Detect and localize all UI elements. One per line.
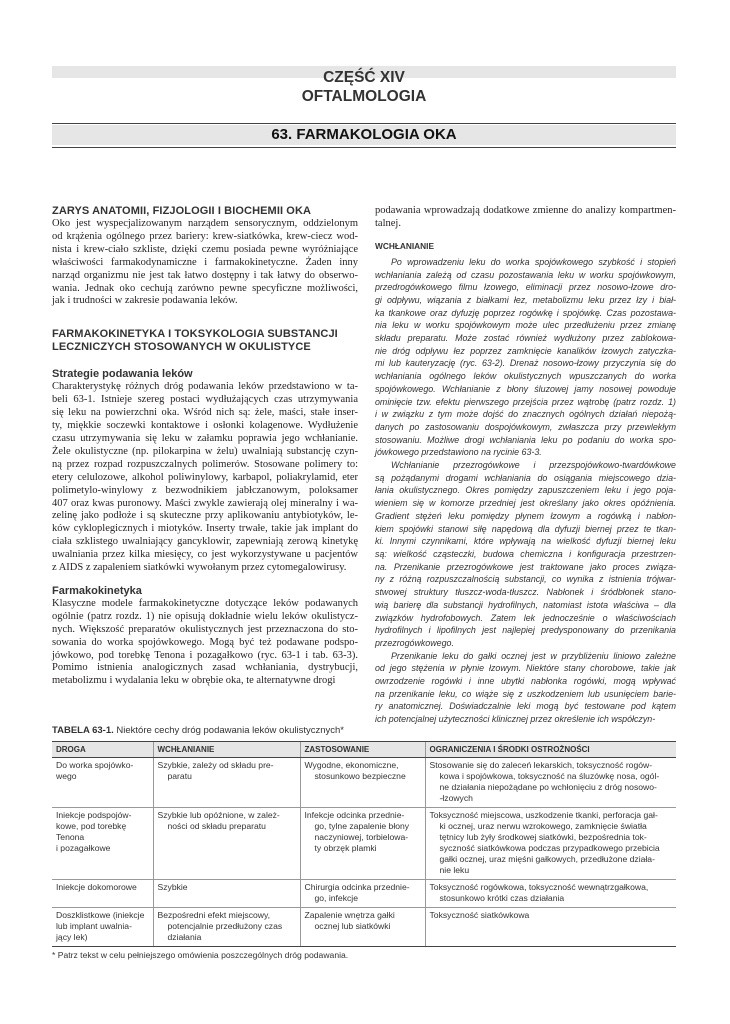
text-line: ominięcie tzw. efektu pierwszego przejścia przez wątrobę (patrz rozdz. 1) [375, 396, 676, 407]
cell-line: Bezpośredni efekt miejscowy, [157, 910, 271, 920]
table-cell [425, 908, 676, 947]
text-line: przezrogówkowego. [375, 637, 454, 648]
table-cell [300, 808, 425, 880]
text-line: Klasyczne modele farmakokinetyczne dotyczące leków podawanych [52, 597, 358, 609]
text-line: wania. Jednak oko cechują zarówno pewne specyficzne możliwości, [52, 282, 358, 294]
text-line: łania okulistycznego. Okres pomiędzy zapuszczeniem leku i jego poja- [375, 485, 676, 496]
absorption-paragraph-1 [375, 256, 676, 459]
table-cell [153, 908, 300, 947]
table-cell [52, 880, 153, 908]
text-line: od jego stężenia w płynie łzowym. Niektóre stany chorobowe, takie jak [375, 663, 676, 674]
table-header-cell: OGRANICZENIA I ŚRODKI OSTROŻNOŚCI [425, 742, 676, 758]
cell-line: syczność siatkówkowa podczas przypadkowego przebicia [439, 843, 660, 853]
text-line: zelinę jako podłoże i są skuteczne przy aplikowaniu antybiotyków, le- [52, 510, 358, 522]
table-header-cell: WCHŁANIANIE [153, 742, 300, 758]
cell-line: naczyniowej, torbielowa- [314, 832, 409, 842]
cell-line: Toksyczność miejscowa, uszkodzenie tkanki, perforacja gał- [429, 810, 658, 820]
text-line: jówkowego przedstawiono na rycinie 63-3. [375, 447, 542, 458]
administration-strategies-text [52, 381, 358, 575]
cell-line: Szybkie, zależy od składu pre- [157, 760, 274, 770]
cell-line: Zapalenie wnętrza gałki [304, 910, 395, 920]
text-line: się leku na powierzchni oka. Wśród nich są: żele, maści, stałe inser- [52, 407, 358, 419]
text-line: podawania wprowadzają dodatkowe zmienne do analizy kompartmen- [375, 205, 676, 216]
table-cell [425, 880, 676, 908]
table-header-cell: DROGA [52, 742, 153, 758]
text-line: ogólnie (patrz rozdz. 1) nie opisują dokładnie wielu leków okulistycz- [52, 610, 358, 622]
cell-line: nie leku [439, 865, 470, 875]
cell-line: jący lek) [56, 932, 88, 942]
text-line: związków hydrofobowych. Zatem lek jednocześnie o właściwościach [375, 612, 676, 623]
cell-line: tętnicy lub żyły środkowej siatkówki, bezpośrednia tok- [439, 832, 647, 842]
table-cell [153, 880, 300, 908]
table-cell [425, 808, 676, 880]
cell-line: i pozagałkowe [56, 843, 111, 853]
text-line: stosowaniu. Możliwe drogi wchłaniania leku po podaniu do worka spo- [375, 434, 676, 445]
table-cell [52, 758, 153, 808]
table-title: Niektóre cechy dróg podawania leków okulistycznych* [113, 725, 344, 736]
cell-line: ki ocznej, uraz nerwu wzrokowego, zamknięcie światła [439, 821, 647, 831]
cell-line: Chirurgia odcinka przednie- [304, 882, 410, 892]
cell-line: działania [167, 932, 202, 942]
cell-line: potencjalnie przedłużony czas [167, 921, 283, 931]
section-heading-anatomy: ZARYS ANATOMII, FIZJOLOGII I BIOCHEMII OKA [52, 205, 312, 217]
text-line: nista i krew-ciało szkliste, dzięki czemu posiada pewne wyróżniające [52, 243, 358, 255]
text-line: Przenikanie leku do gałki ocznej jest w przybliżeniu liniowo zależne [391, 650, 676, 661]
table-cell [300, 758, 425, 808]
cell-line: Do worka spojówko- [56, 760, 134, 770]
cell-line: ocznej lub siatkówki [314, 921, 391, 931]
subheading-absorption: WCHŁANIANIE [375, 240, 434, 251]
table-caption [52, 725, 344, 737]
cell-line: Iniekcje podspojów- [56, 810, 132, 820]
cell-line: Infekcje odcinka przednie- [304, 810, 405, 820]
cell-line: paratu [167, 771, 192, 781]
text-line: ty, miękkie soczewki kontaktowe i osłonki kolagenowe. Wydłużenie [52, 420, 358, 432]
section-heading-pharmacokinetics: FARMAKOKINETYKA I TOKSYKOLOGIA SUBSTANCJI LECZNICZYCH STOSOWANYCH W OKULISTYCE [52, 328, 338, 354]
cell-line: stosunkowo bezpieczne [314, 771, 406, 781]
text-line: danych po zastosowaniu dospojówkowym, zwłaszcza przy przewlekłym [375, 421, 676, 432]
text-line: Gradient stężeń leku pomiędzy płynem łzowym a rogówką i nabłon- [375, 510, 676, 521]
cell-line: go, infekcje [314, 893, 358, 903]
cell-line: Stosowanie się do zaleceń lekarskich, toksyczność rogów- [429, 760, 653, 770]
text-line: nie dróg odpływu łez poprzez zamknięcie kanalików łzowych zatyczka- [375, 345, 676, 356]
text-line: na przenikanie leku, co wiąże się z uszkodzeniem lub usunięciem barie- [375, 688, 676, 699]
continued-text [375, 205, 676, 231]
text-line: ry anatomicznej. Doświadczalnie leki mogą być testowane pod kątem [375, 701, 676, 712]
text-line: są pożądanymi drogami wchłaniania do osiągania miejscowego dzia- [375, 472, 676, 483]
table-row [52, 758, 676, 808]
text-line: metabolizmu i wydalania leku w obrębie oka, te alternatywne drogi [52, 675, 336, 687]
text-line: na. Przenikanie przezrogówkowe jest traktowane jako proces związa- [375, 561, 676, 572]
table-cell [300, 908, 425, 947]
part-title [52, 68, 676, 106]
cell-line: go, tylne zapalenie błony [314, 821, 410, 831]
table-cell [52, 808, 153, 880]
table-cell [153, 758, 300, 808]
cell-line: gałki ocznej, uraz mięśni gałkowych, przedłużone działa- [439, 854, 655, 864]
table-cell [300, 880, 425, 908]
cell-line: Iniekcje dokomorowe [56, 882, 137, 892]
cell-line: stosunkowo krótki czas działania [439, 893, 565, 903]
part-name: OFTALMOLOGIA [301, 88, 427, 105]
text-line: uwalniania przez kilka miesięcy, co jest wykorzystywane u pacjentów [52, 549, 358, 561]
text-line: owrzodzenie rogówki i inne ubytki nabłonka rogówki, mogą wpływać [375, 676, 676, 687]
cell-line: Toksyczność siatkówkowa [429, 910, 530, 920]
chapter-bottom-rule [52, 147, 676, 148]
subheading-administration-strategies: Strategie podawania leków [52, 368, 193, 381]
text-line: Po wprowadzeniu leku do worka spojówkowego szybkość i stopień [391, 256, 676, 267]
text-line: wieniem się w komorze przedniej jest określany jako okres opóźnienia. [375, 498, 676, 509]
cell-line: Doszklistkowe (iniekcje [56, 910, 145, 920]
text-line: narząd organizmu nie jest tak łatwo dostępny i tak łatwy do obserwo- [52, 269, 358, 281]
text-line: wią barierę dla substancji hydrofilnych, natomiast istota właściwa – dla [375, 599, 676, 610]
text-line: ki. Innymi czynnikami, które wpływają na wielkość dyfuzji biernej leku [375, 536, 676, 547]
cell-line: ty obrzęk plamki [314, 843, 377, 853]
text-line: są: wielkość cząsteczki, budowa chemiczna i konfiguracja przestrzen- [375, 548, 676, 559]
text-line: ciała szklistego uwalniający gancyklowir, zapewniają zerową kinetykę [52, 536, 358, 548]
text-line: stwowej struktury tłuszcz-woda-tłuszcz. Nabłonek i śródbłonek stano- [375, 587, 676, 598]
text-line: ich potencjalnej użyteczności klinicznej przez określenie ich współczyn- [375, 714, 656, 725]
cell-line: wego [56, 771, 77, 781]
table-row [52, 808, 676, 880]
text-line: składu preparatu. Może zostać również wydłużony przez zablokowa- [375, 333, 676, 344]
text-line: 407 oraz kwas puronowy. Maści zwykle zawierają olej mineralny i wa- [52, 497, 358, 509]
cell-line: ne działania niepożądane po wchłonięciu z dróg nosowo- [439, 782, 657, 792]
cell-line: Tenona [56, 832, 85, 842]
absorption-paragraph-3 [375, 650, 676, 726]
table-row [52, 880, 676, 908]
cell-line: Wygodne, ekonomiczne, [304, 760, 399, 770]
text-line: Wchłanianie przezrogówkowe i przezspojówkowo-twardówkowe [391, 460, 676, 471]
text-line: ków cykloplegicznych i miotyków. Inserty trwałe, takie jak implant do [52, 523, 358, 535]
subheading-pharmacokinetics: Farmakokinetyka [52, 584, 142, 597]
text-line: nia leku w worku spojówkowym może ulec przedłużeniu przez zmianę [375, 320, 676, 331]
text-line: Żele okulistyczne (np. pilokarpina w żelu) uwalniają substancję czyn- [52, 445, 358, 457]
text-line: gi odpływu, wiązania z białkami łez, metabolizmu leku przez łzy i biał- [375, 294, 676, 305]
cell-line: ności od składu preparatu [167, 821, 266, 831]
text-line: spojówkowego. Wchłanianie z błony śluzowej jamy nosowej powoduje [375, 383, 676, 394]
text-line: sowania do worka spojówkowego. Mogą być też podawane podspo- [52, 636, 358, 648]
cell-line: lub implant uwalnia- [56, 921, 132, 931]
absorption-paragraph-2 [375, 459, 676, 650]
table-header-cell: ZASTOSOWANIE [300, 742, 425, 758]
right-column [375, 205, 676, 726]
text-line: od krążenia ogólnego przez bariery: krew-siatkówka, krew-ciecz wod- [52, 230, 358, 242]
text-line: talnej. [375, 217, 401, 229]
table-cell [153, 808, 300, 880]
cell-line: -łzowych [439, 793, 473, 803]
table-header-row [52, 742, 676, 758]
text-line: kiem spojówki stanowi siłę napędową dla dyfuzji biernej przez te tkan- [375, 523, 676, 534]
cell-line: kowa i spojówkowa, toksyczność na śluzówkę nosa, ogól- [439, 771, 660, 781]
routes-table [52, 741, 676, 947]
left-column [52, 205, 358, 688]
text-line: jówkowo, pod torebkę Tenona i pozagałkowo (ryc. 63-1 i tab. 63-3). [52, 649, 358, 661]
text-line: hydrofilnych i lipofilnych jest najlepiej predysponowany do przenikania [375, 625, 676, 636]
footnote: * Patrz tekst w celu pełniejszego omówienia poszczególnych dróg podawania. [52, 950, 349, 960]
text-line: z AIDS z zapaleniem siatkówki wywołanym przez cytomegalowirusy. [52, 562, 347, 574]
text-line: ny z różną rozpuszczalnością substancji, co wynika z istnienia trójwar- [375, 574, 676, 585]
cell-line: Szybkie [157, 882, 188, 892]
chapter-top-rule [52, 123, 676, 124]
text-line: ka tkankowe oraz dyfuzję poprzez rogówkę i spojówkę. Czas pozostawa- [375, 307, 676, 318]
table-label: TABELA 63-1. [52, 725, 114, 736]
text-line: Charakterystykę różnych dróg podawania leków przedstawiono w ta- [52, 381, 358, 393]
text-line: czasu utrzymywania się leku w załamku poprawia jego wchłanianie. [52, 432, 358, 444]
text-line: beli 63-1. Istnieje szereg postaci wydłużających czas utrzymywania [52, 394, 358, 406]
text-line: ną przez rozpad rozpuszczalnych polimerów. Stosowane polimery to: [52, 458, 358, 470]
cell-line: Toksyczność rogówkowa, toksyczność wewnątrzgałkowa, [429, 882, 649, 892]
cell-line: kowe, pod torebkę [56, 821, 127, 831]
text-line: jak i trudności w zakresie podawania leków. [52, 295, 238, 307]
text-line: wchłaniania zależą od czasu pozostawania leku w worku spojówkowym, [375, 269, 676, 280]
table-row [52, 908, 676, 947]
cell-line: Szybkie lub opóźnione, w zależ- [157, 810, 280, 820]
table-cell [425, 758, 676, 808]
text-line: etery celulozowe, alkohol poliwinylowy, karbapol, poliakrylamid, eter [52, 471, 358, 483]
part-number: CZĘŚĆ XIV [323, 69, 405, 86]
pharmacokinetics-text [52, 598, 358, 688]
chapter-title: 63. FARMAKOLOGIA OKA [271, 126, 457, 143]
text-line: przedrogówkowego filmu łzowego, eliminacji przez nosowo-łzowe dro- [375, 282, 676, 293]
text-line: Pomimo istnienia analogicznych zasad wchłaniania, dystrybucji, [52, 662, 358, 674]
text-line: mi lub kauteryzację (ryc. 63-2). Drenaż nosowo-łzowy przyczynia się do [375, 358, 676, 369]
text-line: wchłaniania ogólnego leków okulistycznych wpuszczanych do worka [375, 371, 676, 382]
text-line: polimetylo-winylowy z bezwodnikiem jabłczanowym, poloksamer [52, 484, 358, 496]
text-line: nych. Większość preparatów okulistycznych jest przeznaczona do sto- [52, 623, 358, 635]
text-line: właściwości farmakodynamiczne i farmakokinetyczne. Żaden inny [52, 256, 358, 268]
table-cell [52, 908, 153, 947]
text-line: i w związku z tym może dojść do znacznych ogólnych działań niepożą- [375, 409, 676, 420]
section-anatomy-text [52, 218, 358, 308]
text-line: Oko jest wyspecjalizowanym narządem sensorycznym, oddzielonym [52, 218, 358, 229]
